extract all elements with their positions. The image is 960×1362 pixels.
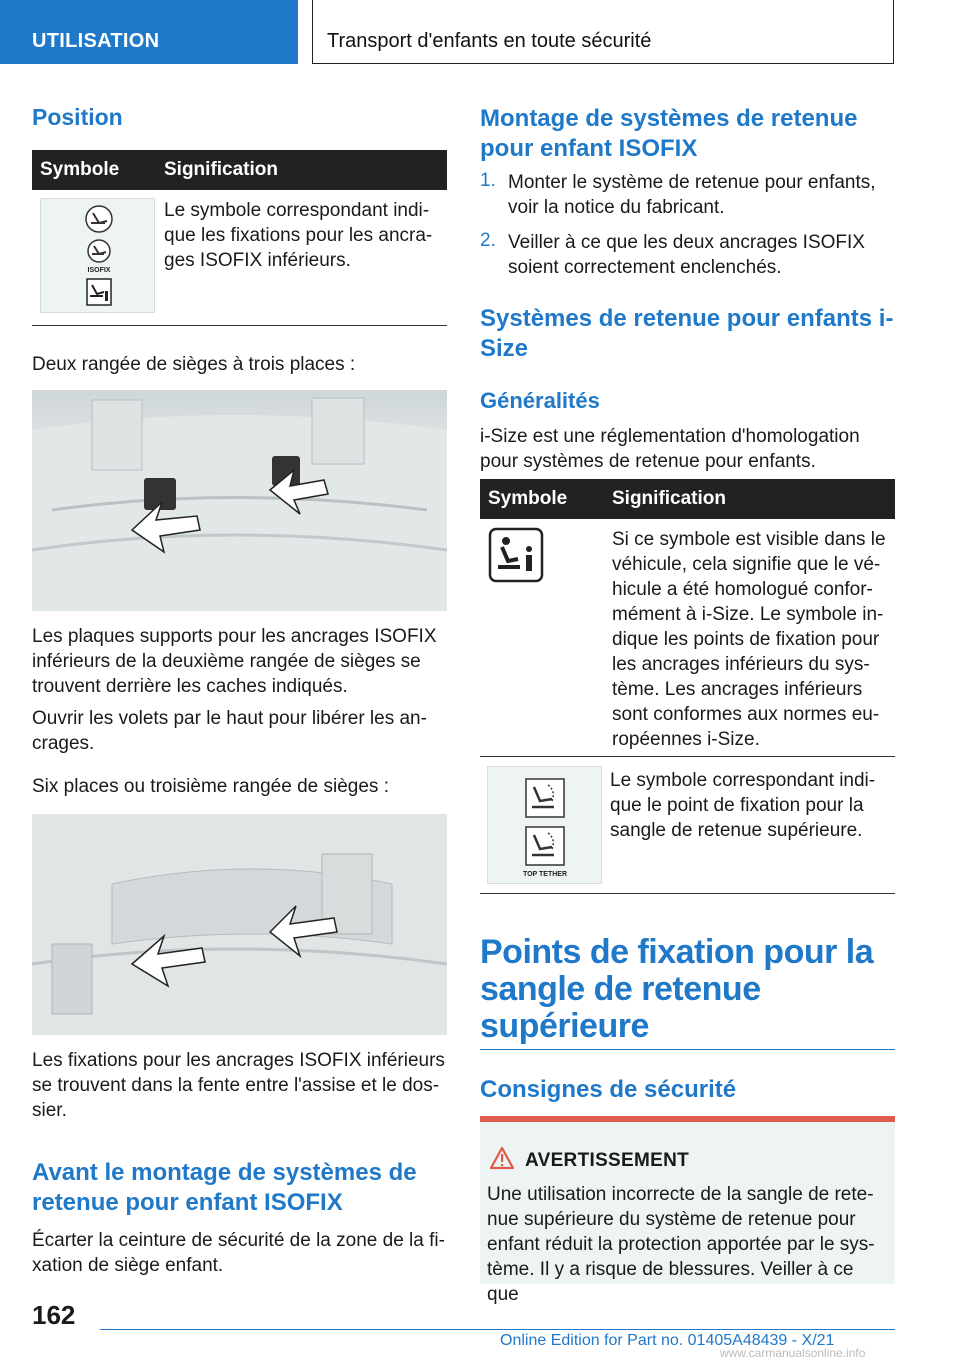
table1-bottom-rule [32, 325, 447, 326]
isofix-icon-label: ISOFIX [87, 267, 111, 274]
mount-steps [480, 170, 895, 290]
six-places-label: Six places ou troisième rangée de sièges : [32, 776, 389, 797]
page-number: 162 [32, 1300, 76, 1330]
footer-rule [100, 1329, 895, 1330]
mount-heading: Montage de systèmes de retenue pour enfant ISOFIX [480, 105, 858, 162]
plates-text: Les plaques supports pour les ancrages ISOFIX inférieurs de la deuxième rangée de sièges se trouvent derrière les caches indiqués. [32, 626, 437, 697]
isize-heading: Systèmes de retenue pour enfants i-Size [480, 305, 894, 362]
points-heading: Points de fixation pour la sangle de retenue supérieure [480, 933, 874, 1045]
isofix-symbols [40, 198, 155, 313]
general-text: i-Size est une réglementation d'homologation pour systèmes de retenue pour enfants. [480, 426, 860, 472]
table2-bottom-rule [480, 893, 895, 894]
top-tether-symbols [487, 766, 602, 884]
open-text: Ouvrir les volets par le haut pour libérer les an-crages. [32, 708, 427, 754]
warning-text: Une utilisation incorrecte de la sangle de rete-nue supérieure du système de retenue pour enfant réduit la protection apportée par le sys-tème. Il y a risque de blessures. Veiller à ce que [487, 1184, 875, 1305]
section-tab [0, 0, 298, 64]
isofix-symbol-table [32, 150, 447, 313]
site-watermark: www.carmanualsonline.info [720, 1346, 866, 1360]
table2-row-rule [480, 756, 895, 757]
col-symbol: Symbole [480, 479, 604, 519]
edition-text: Online Edition for Part no. 01405A48439 - X/21 [500, 1332, 835, 1349]
safety-heading: Consignes de sécurité [480, 1076, 737, 1103]
warning-box [480, 1116, 895, 1305]
top-tether-icon-label: TOP TETHER [522, 871, 568, 878]
chapter-title: Transport d'enfants en toute sécurité [327, 30, 652, 52]
step-item [480, 170, 895, 230]
isofix-meaning: Le symbole correspondant indi-que les fixations pour les ancra-ges ISOFIX inférieurs. [164, 200, 433, 271]
col-meaning: Signification [156, 150, 447, 190]
isize-meaning: Si ce symbole est visible dans le véhicule, cela signifie que le vé-hicule a été homologué confor-mément à i-Size. Le symbole in-dique les points de fixation pour les ancrages inférieurs du sys-tème. Les ancrages inférieurs sont conformes aux normes eu-ropéennes i-Size. [612, 529, 886, 750]
warning-title: AVERTISSEMENT [525, 1150, 690, 1171]
top-tether-icon [488, 767, 603, 885]
warning-icon [489, 1146, 515, 1170]
top-tether-meaning: Le symbole correspondant indi-que le point de fixation pour la sangle de retenue supérieure. [610, 770, 876, 841]
section-title: UTILISATION [32, 30, 160, 52]
before-heading: Avant le montage de systèmes de retenue pour enfant ISOFIX [32, 1159, 417, 1216]
isize-icon [488, 527, 544, 583]
col-symbol: Symbole [32, 150, 156, 190]
step-item [480, 230, 895, 290]
before-text: Écarter la ceinture de sécurité de la zone de la fi-xation de siège enfant. [32, 1230, 445, 1276]
general-heading: Généralités [480, 388, 600, 413]
fixations-text: Les fixations pour les ancrages ISOFIX inférieurs se trouvent dans la fente entre l'assise et le dos-sier. [32, 1050, 445, 1121]
step-number: 1. [480, 170, 496, 191]
col-meaning: Signification [604, 479, 895, 519]
seat-photo-second-row [32, 390, 447, 611]
step-text: Veiller à ce que les deux ancrages ISOFIX soient correctement enclenchés. [508, 232, 865, 278]
isize-symbol-table [480, 479, 895, 777]
points-heading-rule [480, 1049, 895, 1050]
seat-photo-third-row [32, 814, 447, 1035]
isofix-icon [41, 199, 156, 314]
position-heading: Position [32, 104, 123, 130]
two-rows-label: Deux rangée de sièges à trois places : [32, 354, 356, 375]
step-text: Monter le système de retenue pour enfants, voir la notice du fabricant. [508, 172, 876, 218]
chapter-tab [312, 0, 894, 64]
step-number: 2. [480, 230, 496, 251]
